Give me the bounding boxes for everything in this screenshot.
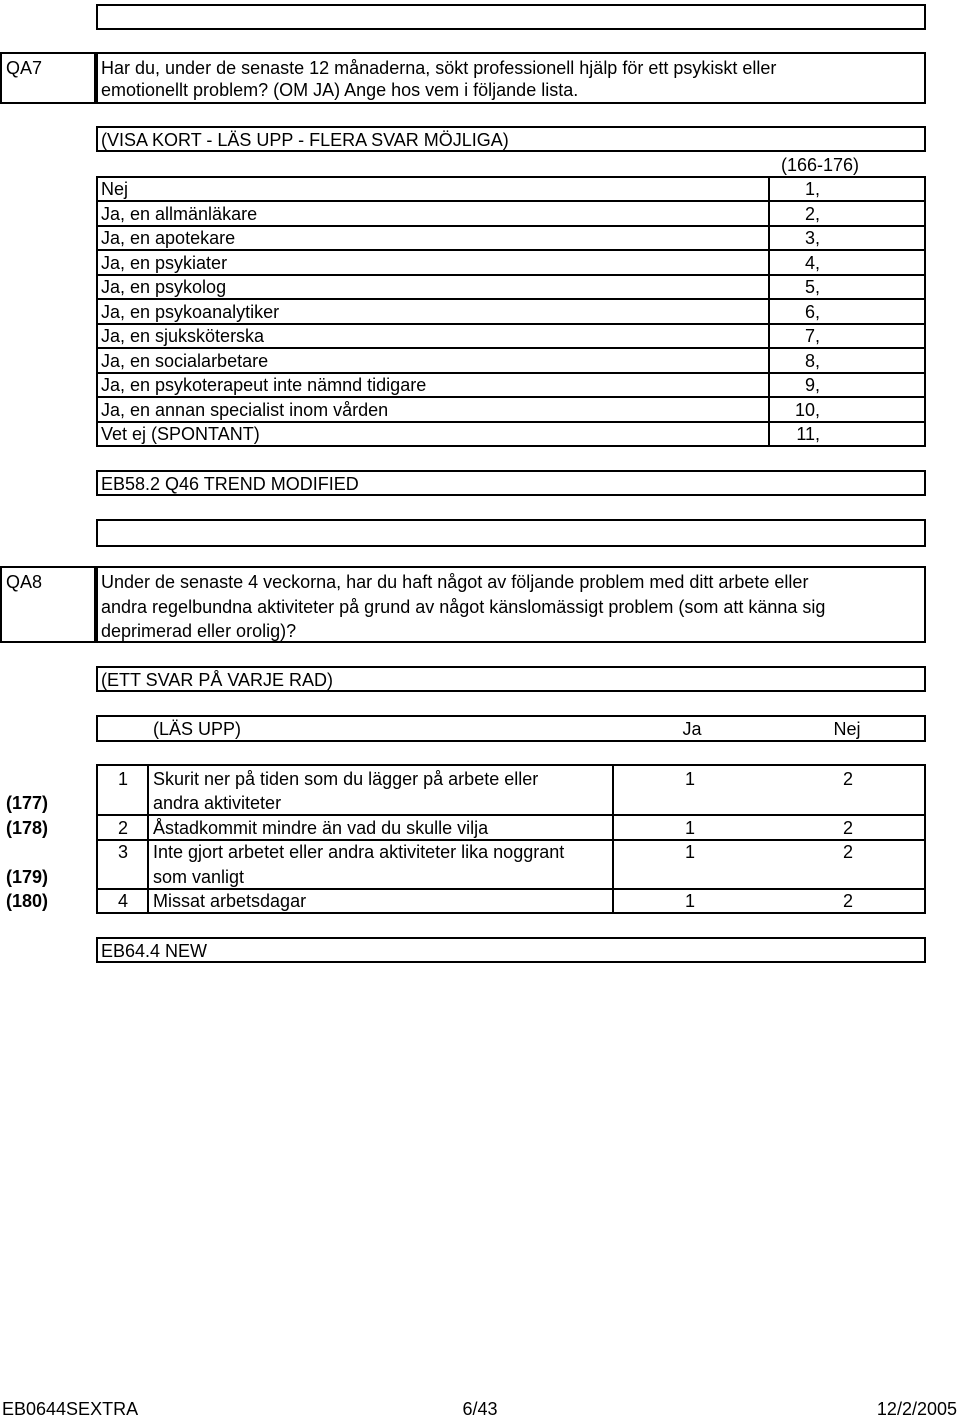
answer-option-code: 1, bbox=[804, 179, 820, 199]
item-text-line-1: Inte gjort arbetet eller andra aktiviteter lika noggrant bbox=[153, 842, 565, 862]
answer-option-code: 4, bbox=[804, 253, 820, 273]
answer-option-label: Ja, en psykoterapeut inte nämnd tidigare bbox=[101, 375, 427, 395]
item-column-number: (177) bbox=[6, 793, 49, 813]
footer-page-number: 6/43 bbox=[462, 1399, 498, 1419]
answer-option-label: Ja, en psykiater bbox=[101, 253, 228, 273]
item-no-code: 2 bbox=[842, 818, 853, 838]
answer-option-label: Ja, en allmänläkare bbox=[101, 204, 258, 224]
answer-option-code: 9, bbox=[804, 375, 820, 395]
qa8-instruction: (ETT SVAR PÅ VARJE RAD) bbox=[101, 670, 334, 690]
qa8-question-line-3: deprimerad eller orolig)? bbox=[101, 621, 297, 641]
qa8-question-line-1: Under de senaste 4 veckorna, har du haft något av följande problem med ditt arbete eller bbox=[101, 572, 809, 592]
answer-option-label: Ja, en psykolog bbox=[101, 277, 227, 297]
item-text-line-2: som vanligt bbox=[153, 867, 245, 887]
answer-option-label: Ja, en annan specialist inom vården bbox=[101, 400, 389, 420]
item-text-line-2: andra aktiviteter bbox=[153, 793, 282, 813]
qa8-header-no: Nej bbox=[833, 719, 861, 739]
item-no-code: 2 bbox=[842, 891, 853, 911]
qa8-code: QA8 bbox=[6, 572, 43, 592]
qa7-question-line-1: Har du, under de senaste 12 månaderna, sökt professionell hjälp för ett psykiskt eller bbox=[101, 58, 777, 78]
answer-option-code: 10, bbox=[794, 400, 820, 420]
item-yes-code: 1 bbox=[684, 818, 695, 838]
qa8-new-note: EB64.4 NEW bbox=[101, 941, 208, 961]
item-yes-code: 1 bbox=[684, 891, 695, 911]
footer-date: 12/2/2005 bbox=[876, 1399, 957, 1419]
answer-option-label: Ja, en psykoanalytiker bbox=[101, 302, 280, 322]
footer-document-id: EB0644SEXTRA bbox=[2, 1399, 139, 1419]
qa8-new-box bbox=[96, 937, 926, 963]
item-number: 3 bbox=[118, 842, 129, 862]
item-number: 1 bbox=[118, 769, 129, 789]
qa8-header-yes: Ja bbox=[682, 719, 702, 739]
answer-option-code: 6, bbox=[804, 302, 820, 322]
qa8-header-read: (LÄS UPP) bbox=[153, 719, 242, 739]
answer-option-label: Ja, en socialarbetare bbox=[101, 351, 269, 371]
answer-option-code: 11, bbox=[796, 424, 820, 444]
separator-empty-box bbox=[96, 519, 926, 547]
qa8-question-line-2: andra regelbundna aktiviteter på grund av något känslomässigt problem (som att känna sig bbox=[101, 597, 826, 617]
item-column-number: (180) bbox=[6, 891, 49, 911]
item-text-line-1: Åstadkommit mindre än vad du skulle vilja bbox=[153, 818, 489, 838]
item-number: 4 bbox=[118, 891, 129, 911]
answer-option-code: 7, bbox=[804, 326, 820, 346]
qa7-code: QA7 bbox=[6, 58, 43, 78]
item-yes-code: 1 bbox=[684, 769, 695, 789]
item-yes-code: 1 bbox=[684, 842, 695, 862]
item-no-code: 2 bbox=[842, 842, 853, 862]
item-number: 2 bbox=[118, 818, 129, 838]
item-column-number: (179) bbox=[6, 867, 49, 887]
answer-option-code: 8, bbox=[804, 351, 820, 371]
answer-option-code: 5, bbox=[804, 277, 820, 297]
item-column-number: (178) bbox=[6, 818, 49, 838]
answer-option-label: Vet ej (SPONTANT) bbox=[101, 424, 260, 444]
item-no-code: 2 bbox=[842, 769, 853, 789]
qa7-instruction: (VISA KORT - LÄS UPP - FLERA SVAR MÖJLIGA) bbox=[101, 130, 509, 150]
answer-option-label: Ja, en apotekare bbox=[101, 228, 236, 248]
answer-option-label: Ja, en sjuksköterska bbox=[101, 326, 265, 346]
answer-option-label: Nej bbox=[101, 179, 129, 199]
qa7-question-line-2: emotionellt problem? (OM JA) Ange hos vem i följande lista. bbox=[101, 80, 579, 100]
answer-option-code: 2, bbox=[804, 204, 820, 224]
item-text-line-1: Missat arbetsdagar bbox=[153, 891, 307, 911]
answer-option-code: 3, bbox=[804, 228, 820, 248]
qa7-column-range: (166-176) bbox=[780, 155, 859, 175]
top-empty-box bbox=[96, 4, 926, 30]
item-text-line-1: Skurit ner på tiden som du lägger på arbete eller bbox=[153, 769, 539, 789]
qa7-trend-note: EB58.2 Q46 TREND MODIFIED bbox=[101, 474, 359, 494]
